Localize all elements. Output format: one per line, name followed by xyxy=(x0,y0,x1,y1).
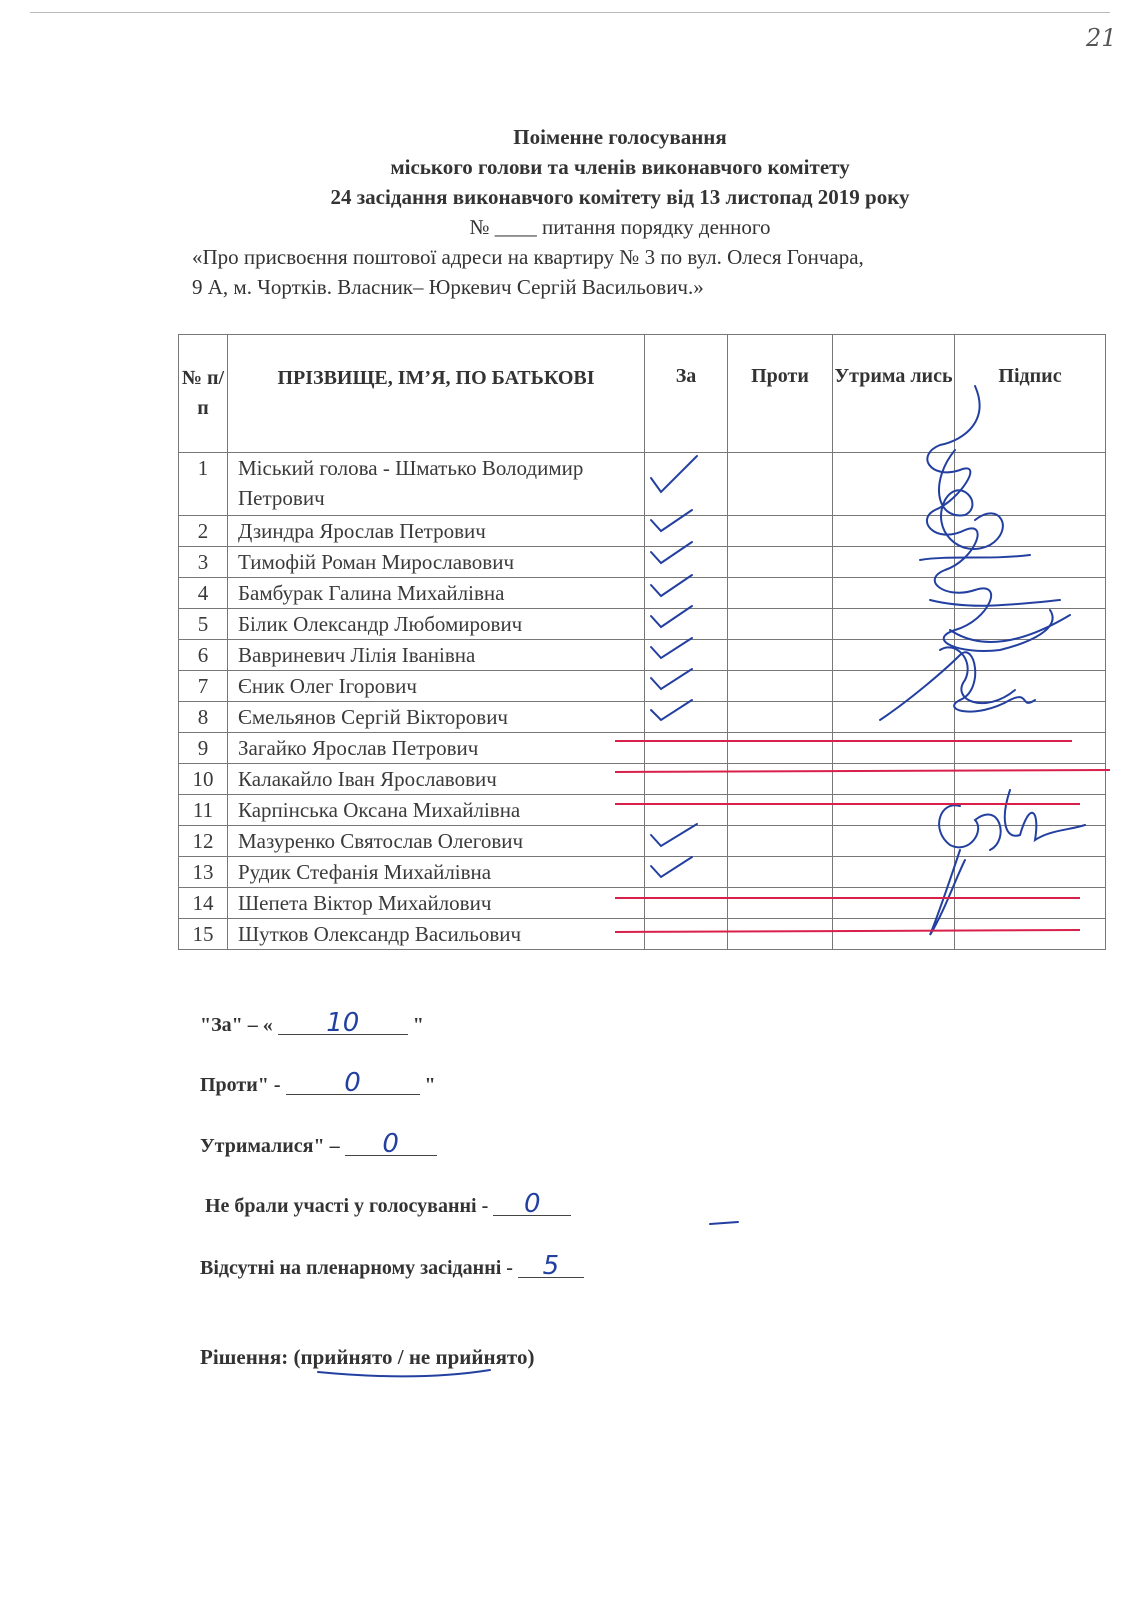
row-signature-cell xyxy=(955,795,1106,826)
row-za-cell xyxy=(645,516,728,547)
header-signature: Підпис xyxy=(955,335,1106,453)
row-za-cell xyxy=(645,888,728,919)
row-number: 11 xyxy=(179,795,228,826)
header-za: За xyxy=(645,335,728,453)
row-name: Ємельянов Сергій Вікторович xyxy=(228,702,645,733)
row-signature-cell xyxy=(955,857,1106,888)
page-number: 21 xyxy=(1086,24,1117,52)
row-name: Білик Олександр Любомирович xyxy=(228,609,645,640)
table-row xyxy=(179,640,1106,671)
row-number: 9 xyxy=(179,733,228,764)
row-name: Міський голова - Шматько Володимир Петрович xyxy=(228,453,645,516)
row-utrymalys-cell xyxy=(833,795,955,826)
table-row xyxy=(179,547,1106,578)
summary-za-label: "За" – « xyxy=(200,1014,273,1036)
row-za-cell xyxy=(645,578,728,609)
summary-utrym-label: Утрималися" – xyxy=(200,1135,340,1157)
row-signature-cell xyxy=(955,733,1106,764)
row-signature-cell xyxy=(955,547,1106,578)
row-utrymalys-cell xyxy=(833,516,955,547)
roll-call-table xyxy=(178,334,1106,950)
summary-za-value: 10 xyxy=(278,1012,408,1035)
row-signature-cell xyxy=(955,919,1106,950)
row-proty-cell xyxy=(728,547,833,578)
row-signature-cell xyxy=(955,888,1106,919)
table-row xyxy=(179,919,1106,950)
summary-vidsutni xyxy=(200,1251,584,1281)
row-signature-cell xyxy=(955,609,1106,640)
table-header-row xyxy=(179,335,1106,453)
summary-proty-value: 0 xyxy=(286,1072,420,1095)
table-row xyxy=(179,795,1106,826)
row-utrymalys-cell xyxy=(833,640,955,671)
row-name: Калакайло Іван Ярославович xyxy=(228,764,645,795)
row-number: 6 xyxy=(179,640,228,671)
table-row xyxy=(179,578,1106,609)
summary-utrym-value: 0 xyxy=(345,1133,437,1156)
decision-underline-icon xyxy=(318,1370,490,1376)
row-za-cell xyxy=(645,453,728,516)
row-utrymalys-cell xyxy=(833,578,955,609)
row-signature-cell xyxy=(955,702,1106,733)
document-header xyxy=(170,122,1070,242)
header-name: ПРІЗВИЩЕ, ІМ’Я, ПО БАТЬКОВІ xyxy=(228,335,645,453)
table-row xyxy=(179,702,1106,733)
row-number: 8 xyxy=(179,702,228,733)
row-utrymalys-cell xyxy=(833,453,955,516)
row-utrymalys-cell xyxy=(833,857,955,888)
header-title: Поіменне голосування xyxy=(513,125,727,149)
summary-proty xyxy=(200,1068,436,1098)
row-za-cell xyxy=(645,640,728,671)
row-utrymalys-cell xyxy=(833,547,955,578)
table-row xyxy=(179,671,1106,702)
row-number: 2 xyxy=(179,516,228,547)
top-edge-rule xyxy=(30,12,1110,13)
row-proty-cell xyxy=(728,516,833,547)
row-za-cell xyxy=(645,733,728,764)
summary-proty-close: " xyxy=(424,1074,436,1096)
row-number: 3 xyxy=(179,547,228,578)
row-number: 7 xyxy=(179,671,228,702)
row-name: Карпінська Оксана Михайлівна xyxy=(228,795,645,826)
row-proty-cell xyxy=(728,764,833,795)
table-row xyxy=(179,453,1106,516)
row-proty-cell xyxy=(728,733,833,764)
table-row xyxy=(179,826,1106,857)
subject-line-2: 9 А, м. Чортків. Власник– Юркевич Сергій Васильович.» xyxy=(192,275,704,299)
row-proty-cell xyxy=(728,640,833,671)
row-signature-cell xyxy=(955,826,1106,857)
table-row xyxy=(179,516,1106,547)
row-utrymalys-cell xyxy=(833,919,955,950)
row-utrymalys-cell xyxy=(833,733,955,764)
row-proty-cell xyxy=(728,671,833,702)
row-number: 1 xyxy=(179,453,228,516)
page-underline-icon xyxy=(710,1222,738,1224)
row-proty-cell xyxy=(728,857,833,888)
row-utrymalys-cell xyxy=(833,888,955,919)
row-number: 13 xyxy=(179,857,228,888)
row-utrymalys-cell xyxy=(833,826,955,857)
summary-utrymalys xyxy=(200,1129,437,1159)
row-proty-cell xyxy=(728,919,833,950)
decision-options: (прийнято / не прийнято) xyxy=(293,1345,535,1369)
table-row xyxy=(179,609,1106,640)
row-signature-cell xyxy=(955,764,1106,795)
row-za-cell xyxy=(645,671,728,702)
decision-line xyxy=(200,1345,534,1370)
row-number: 14 xyxy=(179,888,228,919)
header-proty: Проти xyxy=(728,335,833,453)
row-utrymalys-cell xyxy=(833,671,955,702)
summary-za-close: " xyxy=(412,1014,424,1036)
row-proty-cell xyxy=(728,578,833,609)
row-name: Дзиндра Ярослав Петрович xyxy=(228,516,645,547)
row-za-cell xyxy=(645,702,728,733)
header-num: № п/п xyxy=(179,335,228,453)
header-agenda-item: № ____ питання порядку денного xyxy=(469,215,771,239)
row-proty-cell xyxy=(728,453,833,516)
row-signature-cell xyxy=(955,516,1106,547)
row-number: 10 xyxy=(179,764,228,795)
header-subtitle: міського голови та членів виконавчого комітету xyxy=(390,155,850,179)
agenda-subject xyxy=(192,242,1072,302)
table-row xyxy=(179,733,1106,764)
row-number: 4 xyxy=(179,578,228,609)
row-name: Єник Олег Ігорович xyxy=(228,671,645,702)
row-za-cell xyxy=(645,764,728,795)
row-name: Шутков Олександр Васильович xyxy=(228,919,645,950)
summary-proty-label: Проти" - xyxy=(200,1074,281,1096)
row-proty-cell xyxy=(728,702,833,733)
table-row xyxy=(179,764,1106,795)
row-signature-cell xyxy=(955,640,1106,671)
table-row xyxy=(179,857,1106,888)
table-row xyxy=(179,888,1106,919)
summary-ne-braly-label: Не брали участі у голосуванні - xyxy=(205,1195,489,1217)
row-name: Шепета Віктор Михайлович xyxy=(228,888,645,919)
row-za-cell xyxy=(645,857,728,888)
row-utrymalys-cell xyxy=(833,609,955,640)
summary-vidsutni-value: 5 xyxy=(518,1255,584,1278)
row-signature-cell xyxy=(955,671,1106,702)
row-za-cell xyxy=(645,919,728,950)
row-za-cell xyxy=(645,547,728,578)
row-number: 12 xyxy=(179,826,228,857)
row-signature-cell xyxy=(955,578,1106,609)
subject-line-1: «Про присвоєння поштової адреси на квартиру № 3 по вул. Олеся Гончара, xyxy=(192,245,864,269)
row-proty-cell xyxy=(728,609,833,640)
row-name: Рудик Стефанія Михайлівна xyxy=(228,857,645,888)
row-signature-cell xyxy=(955,453,1106,516)
row-za-cell xyxy=(645,826,728,857)
row-proty-cell xyxy=(728,888,833,919)
row-name: Бамбурак Галина Михайлівна xyxy=(228,578,645,609)
row-za-cell xyxy=(645,795,728,826)
row-name: Вавриневич Лілія Іванівна xyxy=(228,640,645,671)
row-za-cell xyxy=(645,609,728,640)
row-name: Тимофій Роман Мирославович xyxy=(228,547,645,578)
row-proty-cell xyxy=(728,826,833,857)
header-meeting-date: 24 засідання виконавчого комітету від 13 листопад 2019 року xyxy=(330,185,910,209)
row-name: Загайко Ярослав Петрович xyxy=(228,733,645,764)
summary-vidsutni-label: Відсутні на пленарному засіданні - xyxy=(200,1257,513,1279)
row-number: 5 xyxy=(179,609,228,640)
row-name: Мазуренко Святослав Олегович xyxy=(228,826,645,857)
row-number: 15 xyxy=(179,919,228,950)
row-utrymalys-cell xyxy=(833,764,955,795)
row-proty-cell xyxy=(728,795,833,826)
summary-za xyxy=(200,1008,424,1038)
decision-label: Рішення: xyxy=(200,1345,289,1369)
summary-ne-braly xyxy=(205,1189,571,1219)
header-utrymalys: Утрима лись xyxy=(833,335,955,453)
summary-ne-braly-value: 0 xyxy=(493,1193,571,1216)
row-utrymalys-cell xyxy=(833,702,955,733)
